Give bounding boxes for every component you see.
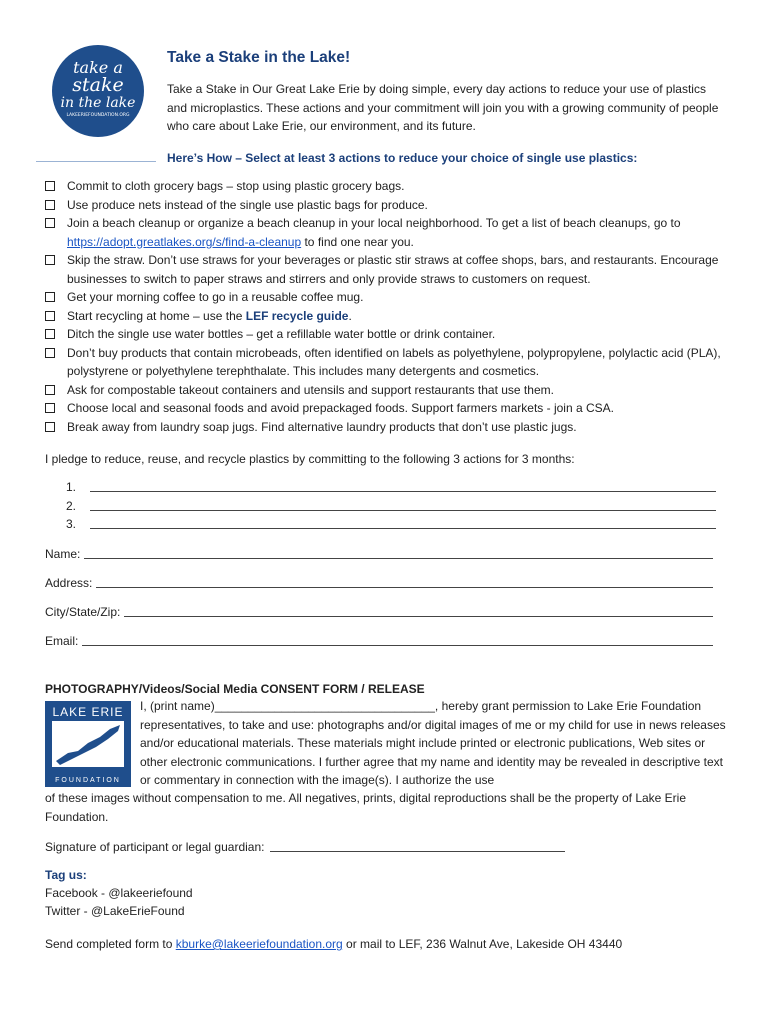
signature-blank[interactable]	[270, 838, 565, 852]
logo-line-3: in the lake	[60, 95, 136, 111]
email-blank[interactable]	[82, 632, 713, 646]
list-item[interactable]: Skip the straw. Don’t use straws for your beverages or plastic stir straws at coffee shops, bars, and restaurants. Encourage businesses to switch to paper straws and stirrers and only provide straws to customers on request.	[45, 251, 735, 288]
beach-cleanup-link[interactable]: https://adopt.greatlakes.org/s/find-a-cleanup	[67, 234, 302, 249]
list-item[interactable]: Choose local and seasonal foods and avoid prepackaged foods. Support farmers markets - join a CSA.	[45, 399, 735, 418]
city-label: City/State/Zip:	[45, 605, 121, 619]
facebook-handle: Facebook - @lakeeriefound	[45, 886, 193, 900]
checkbox-icon[interactable]	[45, 348, 55, 358]
list-item[interactable]: Use produce nets instead of the single use plastic bags for produce.	[45, 196, 735, 215]
tag-heading: Tag us:	[45, 868, 87, 882]
consent-title: PHOTOGRAPHY/Videos/Social Media CONSENT FORM / RELEASE	[45, 682, 425, 696]
consent-paragraph: I, (print name)_________________________________, hereby grant permission to Lake Erie Foundation representatives, to take and use: photographs and/or digital images of me or my child for use in news releases and/or educational materials. These materials might include printed or electronic publications, Web sites or other electronic communications. I further agree that my name and identity may be revealed in descriptive text or commentary in connection with the image(s). I authorize the use	[140, 699, 726, 787]
checkbox-icon[interactable]	[45, 422, 55, 432]
checkbox-icon[interactable]	[45, 329, 55, 339]
list-item[interactable]: Start recycling at home – use the LEF recycle guide.	[45, 307, 735, 326]
city-field[interactable]	[45, 603, 713, 622]
twitter-handle: Twitter - @LakeErieFound	[45, 904, 185, 918]
checkbox-icon[interactable]	[45, 255, 55, 265]
checkbox-icon[interactable]	[45, 292, 55, 302]
lef-logo-bottom: FOUNDATION	[55, 777, 121, 784]
signature-label: Signature of participant or legal guardian:	[45, 840, 265, 854]
name-blank[interactable]	[84, 545, 713, 559]
checkbox-icon[interactable]	[45, 311, 55, 321]
pledge-line-2[interactable]: 2.	[66, 497, 716, 516]
lef-logo-top: LAKE ERIE	[52, 705, 124, 719]
list-item[interactable]: Commit to cloth grocery bags – stop using plastic grocery bags.	[45, 177, 735, 196]
signature-field[interactable]	[45, 838, 565, 857]
logo-line-1: take a	[73, 58, 123, 77]
howto-heading: Here’s How – Select at least 3 actions to reduce your choice of single use plastics:	[167, 151, 638, 165]
pledge-line-blank[interactable]	[90, 515, 716, 529]
logo-divider	[36, 161, 156, 162]
pledge-statement: I pledge to reduce, reuse, and recycle plastics by committing to the following 3 actions for 3 months:	[45, 452, 575, 466]
checkbox-icon[interactable]	[45, 218, 55, 228]
address-label: Address:	[45, 576, 93, 590]
name-label: Name:	[45, 547, 81, 561]
action-checklist	[45, 177, 735, 436]
list-item[interactable]: Ditch the single use water bottles – get a refillable water bottle or drink container.	[45, 325, 735, 344]
list-item[interactable]: Ask for compostable takeout containers and utensils and support restaurants that use them.	[45, 381, 735, 400]
list-item[interactable]: Get your morning coffee to go in a reusable coffee mug.	[45, 288, 735, 307]
logo-url: LAKEERIEFOUNDATION.ORG	[66, 113, 130, 118]
checkbox-icon[interactable]	[45, 181, 55, 191]
list-item[interactable]: Don’t buy products that contain microbeads, often identified on labels as polyethylene, polypropylene, polylactic acid (PLA), polystyrene or polyethylene terephthalate. This includes many detergents and cosmetics.	[45, 344, 735, 381]
city-blank[interactable]	[124, 603, 713, 617]
checkbox-icon[interactable]	[45, 200, 55, 210]
pledge-line-1[interactable]: 1.	[66, 478, 716, 497]
pledge-line-blank[interactable]	[90, 497, 716, 511]
checkbox-icon[interactable]	[45, 403, 55, 413]
intro-paragraph: Take a Stake in Our Great Lake Erie by doing simple, every day actions to reduce your use of plastics and microplastics. These actions and your commitment will join you with a growing community of people who care about Lake Erie, our environment, and its future.	[167, 82, 719, 133]
pledge-line-3[interactable]: 3.	[66, 515, 716, 534]
send-instructions: Send completed form to kburke@lakeeriefoundation.org or mail to LEF, 236 Walnut Ave, Lakeside OH 43440	[45, 937, 623, 951]
page-title: Take a Stake in the Lake!	[167, 49, 351, 66]
pledge-lines	[66, 478, 716, 534]
take-a-stake-logo	[52, 45, 144, 137]
contact-email-link[interactable]: kburke@lakeeriefoundation.org	[175, 937, 343, 951]
email-label: Email:	[45, 634, 79, 648]
checkbox-icon[interactable]	[45, 385, 55, 395]
pledge-line-blank[interactable]	[90, 478, 716, 492]
list-item[interactable]: Join a beach cleanup or organize a beach cleanup in your local neighborhood. To get a list of beach cleanups, go to https://adopt.greatlakes.org/s/find-a-cleanup to find one near you.	[45, 214, 735, 251]
address-field[interactable]	[45, 574, 713, 593]
list-item[interactable]: Break away from laundry soap jugs. Find alternative laundry products that don’t use plastic jugs.	[45, 418, 735, 437]
lake-map-icon	[52, 721, 124, 767]
logo-line-2: stake	[72, 74, 124, 96]
lake-erie-foundation-logo	[45, 701, 131, 787]
email-field[interactable]	[45, 632, 713, 651]
address-blank[interactable]	[96, 574, 713, 588]
consent-paragraph-cont: of these images without compensation to me. All negatives, prints, digital reproductions shall be the property of Lake Erie Foundation.	[45, 791, 687, 824]
recycle-guide-link[interactable]: LEF recycle guide	[245, 308, 349, 323]
name-field[interactable]	[45, 545, 713, 564]
